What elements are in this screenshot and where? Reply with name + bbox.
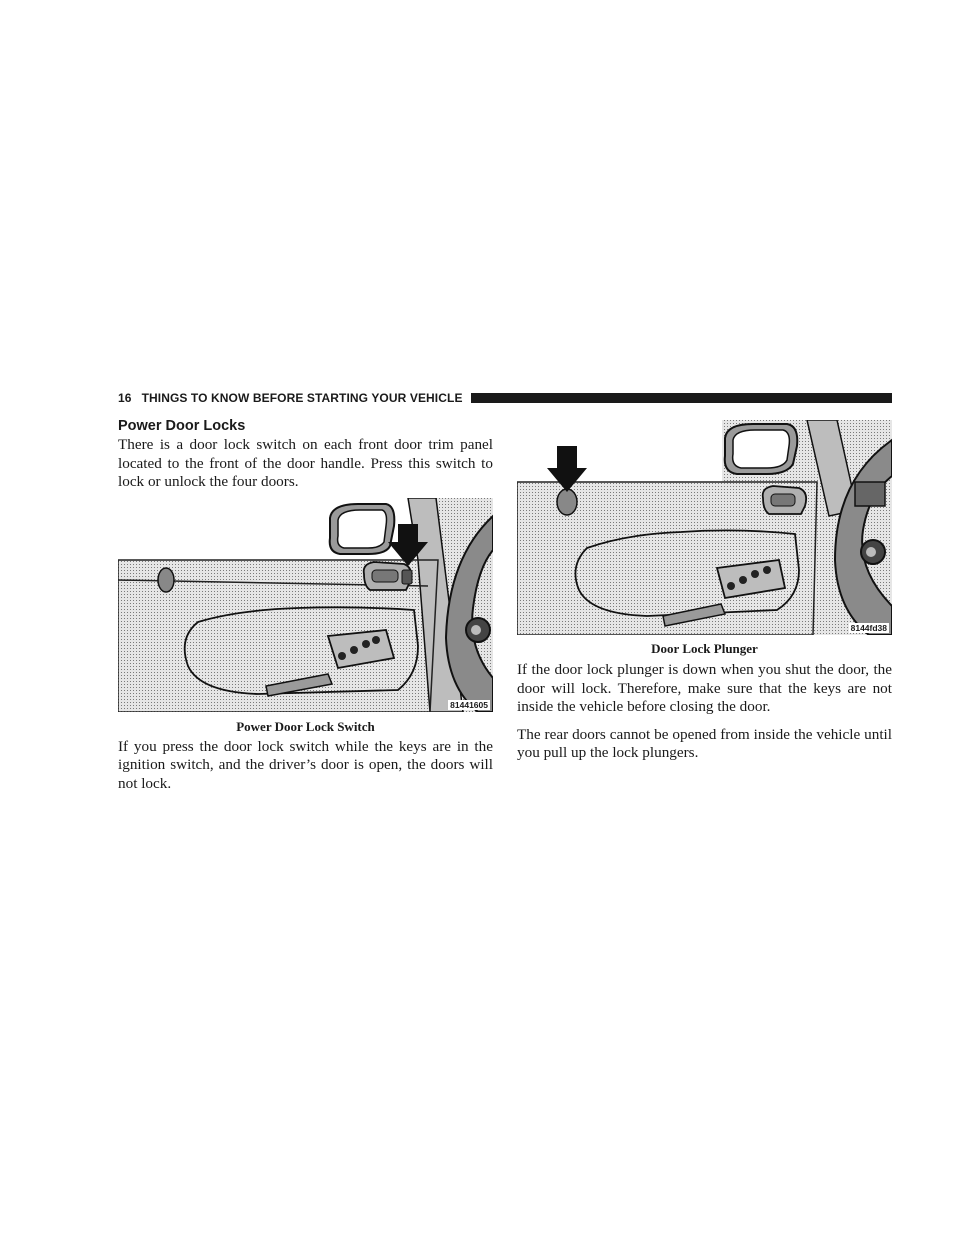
header-rule: [471, 393, 892, 403]
figure-code: 81441605: [450, 699, 488, 710]
power-door-lock-switch-figure: [118, 498, 493, 712]
left-column: [118, 416, 493, 794]
door-plunger-illustration: [517, 420, 892, 635]
rear-doors-paragraph: The rear doors cannot be opened from inside the vehicle until you pull up the lock plungers.: [517, 725, 892, 762]
door-lock-plunger-figure: [517, 420, 892, 635]
door-panel-illustration: [118, 498, 493, 712]
power-door-locks-heading: Power Door Locks: [118, 418, 246, 434]
page-number: 16: [118, 391, 132, 405]
page-header: [118, 389, 892, 407]
plunger-down-paragraph: If the door lock plunger is down when you shut the door, the door will lock. Therefore, make sure that the keys are not inside the vehicle before closing the door.: [517, 661, 892, 716]
section-title: THINGS TO KNOW BEFORE STARTING YOUR VEHICLE: [141, 391, 463, 405]
intro-paragraph: There is a door lock switch on each front door trim panel located to the front of the door handle. Press this switch to lock or unlock the four doors.: [118, 436, 493, 491]
figure-caption: Power Door Lock Switch: [236, 718, 375, 734]
figure-code: 8144fd38: [850, 623, 887, 633]
header-label: [118, 391, 463, 405]
keys-in-ignition-paragraph: If you press the door lock switch while the keys are in the ignition switch, and the driver’s door is open, the doors will not lock.: [118, 737, 493, 792]
figure-caption: Door Lock Plunger: [651, 641, 758, 656]
right-column: [517, 416, 892, 763]
